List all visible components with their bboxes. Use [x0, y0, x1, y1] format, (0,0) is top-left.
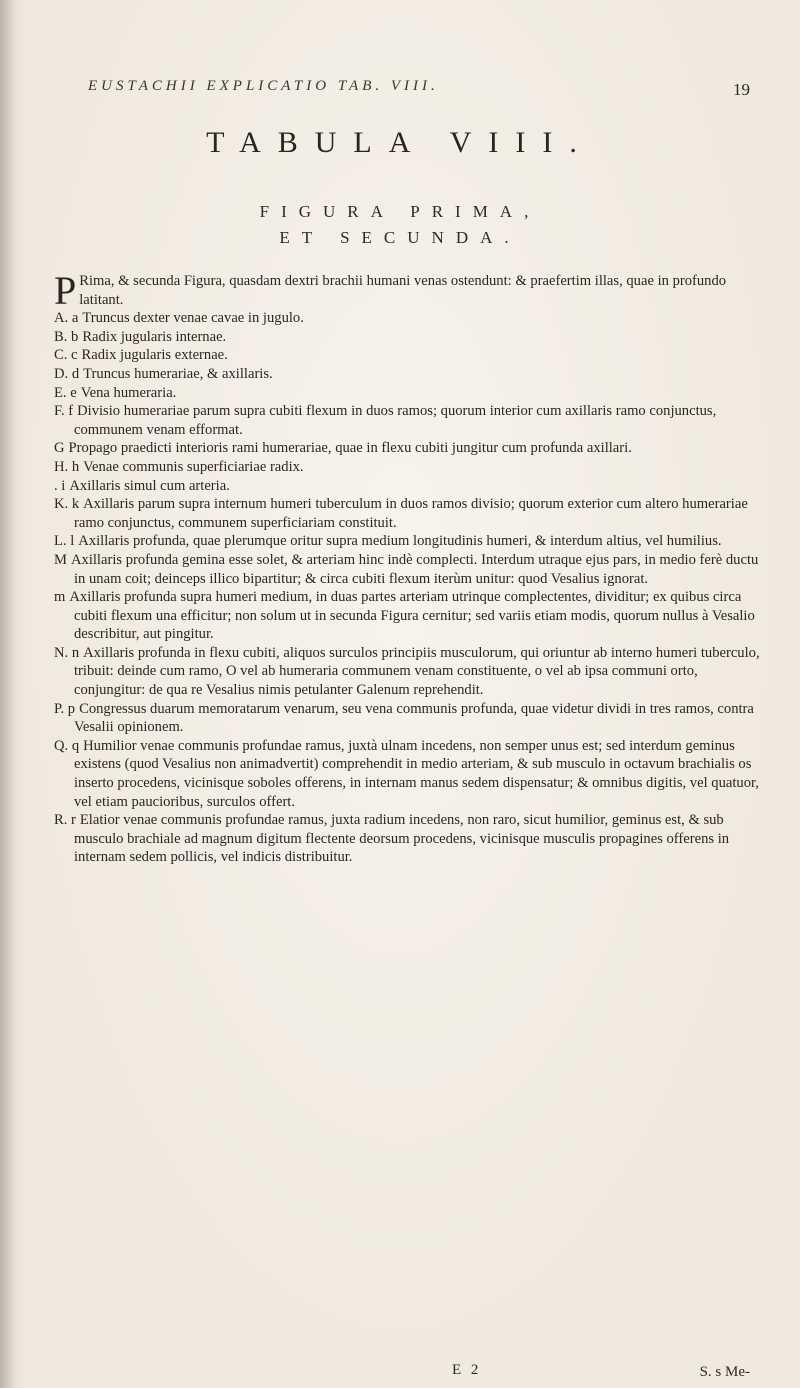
running-head: EUSTACHII EXPLICATIO TAB. VIII.	[88, 78, 439, 94]
legend-entry	[54, 309, 766, 328]
legend-key: R. r	[54, 812, 76, 829]
catchword: S. s Me-	[699, 1364, 750, 1380]
legend-entry	[54, 365, 766, 384]
legend-text: Congressus duarum memoratarum venarum, seu vena communis profunda, quae videtur dividi in tres ramos, contra Vesalii opinionem.	[74, 700, 754, 736]
legend-entry	[54, 477, 766, 496]
legend-text: Humilior venae communis profundae ramus, juxtà ulnam incedens, non semper unus est; sed interdum geminus existens (quod Vesalius non animadvertit) comprehendit in medio arteriam, & sub musculo in octavum brachialis os inserto procedens, vicinisque soboles offerens, in internam manus sedem dispensatur; & omnibus digitis, vel quatuor, vel etiam paucioribus, surculos offert.	[74, 737, 759, 810]
legend-text: Axillaris profunda, quae plerumque oritur supra medium longitudinis humeri, & interdum altius, vel humilius.	[78, 533, 722, 550]
figure-title-line1: FIGURA PRIMA,	[259, 202, 541, 221]
entry-list	[54, 309, 766, 867]
legend-key: A. a	[54, 310, 79, 327]
legend-key: E. e	[54, 384, 77, 401]
legend-entry	[54, 700, 766, 737]
intro-text: Rima, & secunda Figura, quasdam dextri brachii humani venas ostendunt: & praefertim illas, quae in profundo latitant.	[79, 273, 727, 308]
legend-text: Vena humeraria.	[80, 384, 177, 401]
signature-mark: E 2	[452, 1362, 482, 1378]
legend-entry	[54, 644, 766, 700]
legend-text: Truncus dexter venae cavae in jugulo.	[82, 310, 304, 327]
figure-title-line2: ET SECUNDA.	[279, 228, 521, 247]
legend-key: m	[54, 589, 66, 606]
legend-key: G	[54, 440, 65, 457]
legend-entry	[54, 439, 766, 458]
explication-text	[54, 268, 766, 867]
legend-text: Axillaris simul cum arteria.	[69, 477, 230, 494]
legend-entry	[54, 811, 766, 867]
legend-text: Venae communis superficiariae radix.	[83, 458, 304, 475]
legend-text: Propago praedicti interioris rami humerariae, quae in flexu cubiti jungitur cum profunda axillari.	[68, 440, 632, 457]
legend-key: . i	[54, 477, 66, 494]
legend-key: N. n	[54, 644, 80, 661]
legend-key: B. b	[54, 328, 79, 345]
drop-cap: P	[54, 268, 77, 313]
legend-text: Radix jugularis internae.	[82, 328, 227, 345]
legend-text: Axillaris profunda supra humeri medium, in duas partes arteriam utrinque complectentes, dividitur; ex quibus circa cubiti flexum una efficitur; non solum ut in secunda Figura cernitur; sed variis etiam modis, quorum nullus à Vesalio describitur, aut pingitur.	[69, 589, 755, 643]
legend-entry	[54, 402, 766, 439]
legend-entry	[54, 328, 766, 347]
legend-key: H. h	[54, 458, 80, 475]
legend-text: Axillaris profunda gemina esse solet, & arteriam hinc indè complecti. Interdum utraque ejus pars, in medio ferè ductu in unam coit; deinceps illico bipartitur; & circa cubiti flexum iterùm unitur: quod Vesalius ignorat.	[70, 551, 759, 587]
legend-entry	[54, 551, 766, 588]
legend-key: M	[54, 551, 67, 568]
legend-text: Elatior venae communis profundae ramus, juxta radium incedens, non raro, sicut humilior, geminus est, & sub musculo brachiale ad magnum digitum flectente deorsum procedens, vicinisque musculis propagines offerens in internam sedem pollicis, vel indicis distribuitur.	[74, 812, 730, 866]
legend-entry	[54, 737, 766, 811]
legend-key: D. d	[54, 365, 80, 382]
table-title: TABULA VIII.	[206, 126, 594, 159]
legend-text: Axillaris parum supra internum humeri tuberculum in duos ramos divisio; quorum exterior cum altero humerariae ramo conjunctus, communem superficiariam constituit.	[74, 496, 748, 531]
intro-paragraph	[54, 268, 766, 313]
legend-key: C. c	[54, 347, 78, 364]
legend-text: Axillaris profunda in flexu cubiti, aliquos surculos principiis musculorum, qui oriuntur ab interno humeri tuberculo, tribuit: deinde cum ramo, O vel ab humeraria communem venam constituente, o vel ab ipsa communi orto, conjungitur: de qua re Vesalius nimis petulanter Galenum reprehendit.	[74, 644, 760, 699]
legend-entry	[54, 588, 766, 644]
page-number: 19	[733, 80, 750, 99]
legend-entry	[54, 495, 766, 532]
legend-text: Truncus humerariae, & axillaris.	[83, 365, 273, 382]
legend-entry	[54, 532, 766, 551]
legend-key: F. f	[54, 403, 74, 420]
legend-key: L. l	[54, 533, 75, 550]
legend-entry	[54, 346, 766, 365]
legend-text: Radix jugularis externae.	[81, 347, 228, 364]
legend-text: Divisio humerariae parum supra cubiti flexum in duos ramos; quorum interior cum axillaris ramo conjunctus, communem venam efformat.	[74, 403, 717, 438]
legend-key: P. p	[54, 700, 76, 717]
legend-entry	[54, 458, 766, 477]
legend-key: K. k	[54, 496, 80, 513]
legend-key: Q. q	[54, 737, 80, 754]
legend-entry	[54, 384, 766, 403]
